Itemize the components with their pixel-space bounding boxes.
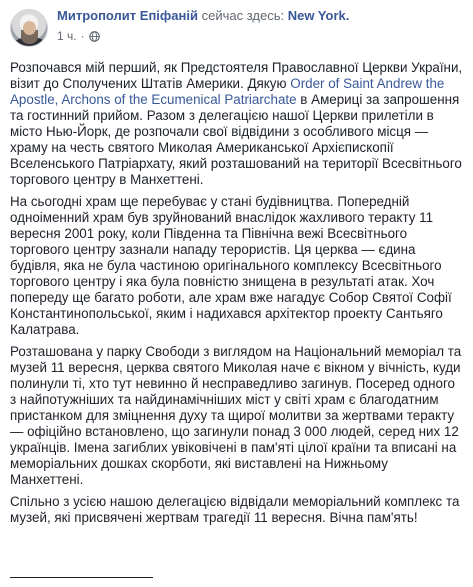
timestamp-line [57, 28, 349, 44]
paragraph-1-start: Розпочався мій перший, як Предстоятеля Православної Церкви України, візит до Сполучених Штатів Америки. Дякую [10, 60, 463, 91]
paragraph-1-end: в Америці за запрошення та гостинний прийом. Разом з делегацією нашої Церкви прилетіли в місто Нью-Йорк, де розпочали свої відвідини з особливого місця — храму на честь святого Миколая Американської Архієпископії Вселенського Патріархату, який розташований на території Всесвітнього торгового центру в Манхеттені. [10, 92, 462, 187]
post-meta [57, 8, 349, 44]
author-line [57, 8, 349, 24]
location-prefix: сейчас здесь: [201, 8, 285, 23]
paragraph-3: Розташована у парку Свободи з виглядом на Національний меморіал та музей 11 вересня, церква святого Миколая наче є вікном у вічність, куди полинули ті, хто тут невинно й несправедливо загинув. Посеред одного з найпотужніших та найдинамічніших міст у світі храм є благодатним пристанком для зміцнення духу та щирої молитви за жертвами теракту — офіційно встановлено, що загинули понад 3 000 людей, серед них 12 українців. Імена загиблих увіковічені в пам'яті цілої країни та вписані на меморіальних дошках скорботи, які виставлені на Нижньому Манхеттені. [10, 344, 462, 487]
post-body [10, 60, 463, 526]
paragraph-1 [10, 60, 463, 188]
avatar[interactable] [10, 9, 48, 47]
author-name[interactable]: Митрополит Епіфаній [57, 8, 198, 23]
post-header [10, 8, 463, 60]
divider [10, 577, 153, 578]
globe-icon[interactable] [89, 31, 100, 42]
paragraph-4: Спільно з усією нашою делегацією відвідали меморіальний комплекс та музей, які присвячені жертвам трагедії 11 вересня. Вічна пам'ять! [10, 494, 460, 525]
location-link[interactable]: New York. [287, 8, 350, 23]
separator: · [80, 29, 85, 43]
paragraph-2: На сьогодні храм ще перебуває у стані будівництва. Попередній одноіменний храм був зруйнований внаслідок жахливого теракту 11 вересня 2001 року, коли Південна та Північна вежі Всесвітнього торгового центру зазнали нападу терористів. Ця церква — єдина будівля, яка не була частиною оригінального комплексу Всесвітнього торгового центру і яка була повністю знищена в результаті атак. Хоч попереду ще багато роботи, але храм вже нагадує Собор Святої Софії Константинопольської, яким і надихався архітектор проекту Сантьяго Калатрава. [10, 194, 452, 337]
order-link[interactable]: Order of Saint Andrew the Apostle, Archons of the Ecumenical Patriarchate [10, 76, 445, 107]
post-time[interactable]: 1 ч. [57, 29, 77, 43]
